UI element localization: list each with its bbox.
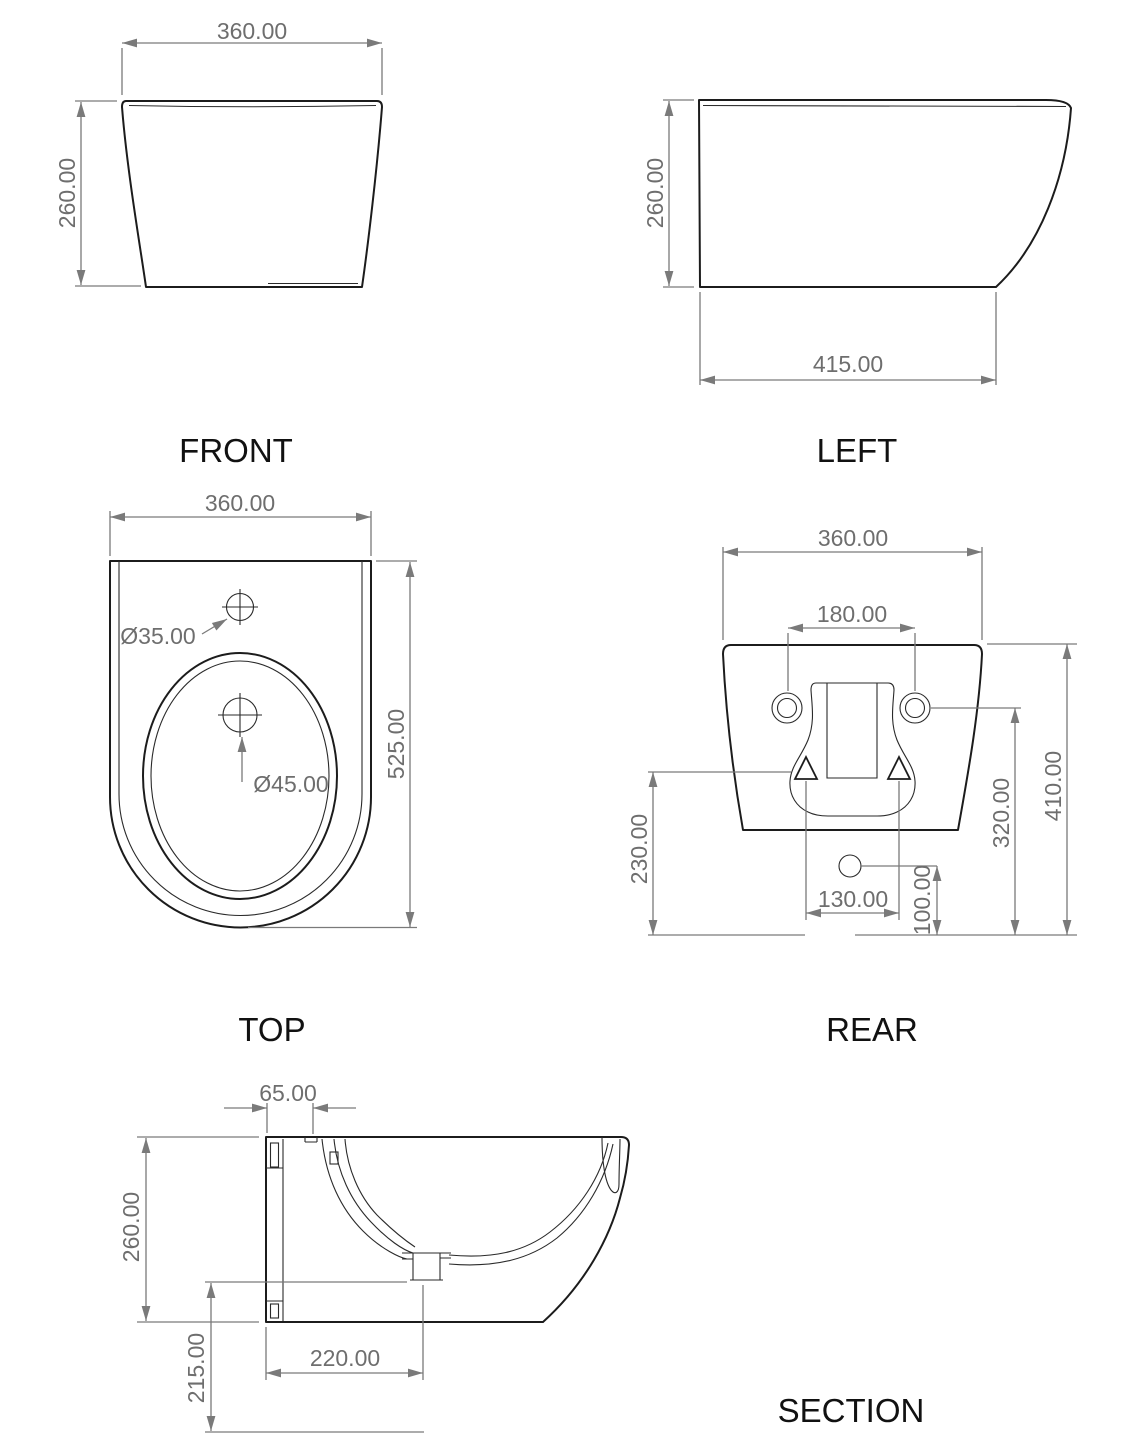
rear-dim-hole-height bbox=[931, 708, 1021, 935]
rear-dim-fixing-height bbox=[626, 772, 791, 935]
top-dim-faucet bbox=[120, 619, 227, 649]
rear-mount-hole-left bbox=[772, 693, 802, 723]
rear-dim-hole-height-text: 320.00 bbox=[988, 777, 1014, 849]
section-dim-drain-drop bbox=[183, 1282, 424, 1432]
front-rim-line bbox=[129, 106, 376, 107]
left-view-label: LEFT bbox=[816, 432, 898, 469]
rear-dim-drain-height-text: 100.00 bbox=[909, 864, 935, 936]
rear-dim-fixing-spacing bbox=[806, 781, 899, 920]
front-dim-width-text: 360.00 bbox=[216, 18, 288, 44]
section-fixing-slot-bottom bbox=[271, 1304, 279, 1318]
top-view-label: TOP bbox=[238, 1011, 306, 1048]
front-view-label: FRONT bbox=[179, 432, 293, 469]
top-dim-width bbox=[110, 490, 371, 556]
front-dim-height-text: 260.00 bbox=[54, 157, 80, 229]
top-dim-faucet-text: Ø35.00 bbox=[120, 623, 196, 649]
left-outline bbox=[699, 100, 1071, 287]
section-basin-right-curve-b bbox=[449, 1144, 613, 1265]
left-dim-height-text: 260.00 bbox=[642, 157, 668, 229]
section-dim-drain-offset-text: 220.00 bbox=[309, 1345, 381, 1371]
left-dim-depth bbox=[700, 292, 996, 385]
top-faucet-hole bbox=[222, 589, 258, 625]
left-dim-depth-text: 415.00 bbox=[812, 351, 884, 377]
top-view bbox=[110, 490, 417, 1048]
section-dim-rim-text: 65.00 bbox=[259, 1080, 317, 1106]
section-outline bbox=[266, 1137, 629, 1322]
section-dim-rim bbox=[224, 1080, 356, 1134]
section-bowl-inner-curve-a bbox=[334, 1139, 413, 1253]
section-dim-drain-offset bbox=[266, 1285, 423, 1380]
rear-view-label: REAR bbox=[826, 1011, 918, 1048]
top-dim-drain bbox=[242, 737, 329, 797]
front-outline bbox=[122, 101, 382, 287]
rear-mount-hole-right bbox=[900, 693, 930, 723]
rear-dim-drain-height bbox=[909, 865, 937, 935]
top-dim-length bbox=[248, 561, 417, 928]
rear-view bbox=[626, 525, 1077, 1048]
rear-drain-hole bbox=[839, 855, 861, 877]
section-fixing-slot-top bbox=[271, 1143, 279, 1167]
left-dim-height bbox=[642, 100, 694, 287]
rear-dim-fixing-spacing-text: 130.00 bbox=[817, 886, 889, 912]
left-view bbox=[642, 100, 1071, 469]
top-dim-length-text: 525.00 bbox=[383, 708, 409, 780]
section-rim-channel bbox=[602, 1137, 620, 1193]
front-dim-height bbox=[54, 101, 141, 286]
top-dim-width-text: 360.00 bbox=[204, 490, 276, 516]
section-basin-right-curve-a bbox=[449, 1143, 608, 1256]
rear-dim-fixing-height-text: 230.00 bbox=[626, 813, 652, 885]
section-dim-height bbox=[118, 1137, 259, 1322]
rear-outline bbox=[723, 645, 982, 830]
section-view bbox=[118, 1080, 924, 1432]
rear-fixing-triangle-right bbox=[888, 757, 910, 779]
top-drain-hole bbox=[218, 693, 262, 737]
left-rim-line bbox=[703, 106, 1066, 107]
rear-fixture-outline bbox=[790, 683, 915, 816]
front-dim-width bbox=[122, 18, 382, 95]
section-dim-drain-drop-text: 215.00 bbox=[183, 1332, 209, 1404]
rear-fixing-triangle-left bbox=[795, 757, 817, 779]
section-wall-recess-lines bbox=[266, 1168, 283, 1301]
rear-dim-hole-spacing-text: 180.00 bbox=[816, 601, 888, 627]
rear-fixture-rect bbox=[827, 683, 877, 778]
top-dim-drain-text: Ø45.00 bbox=[253, 771, 329, 797]
rear-dim-width-text: 360.00 bbox=[817, 525, 889, 551]
section-drain bbox=[402, 1253, 451, 1280]
front-view bbox=[54, 18, 382, 469]
section-dim-height-text: 260.00 bbox=[118, 1191, 144, 1263]
rear-dim-height-text: 410.00 bbox=[1040, 750, 1066, 822]
section-view-label: SECTION bbox=[777, 1392, 925, 1429]
